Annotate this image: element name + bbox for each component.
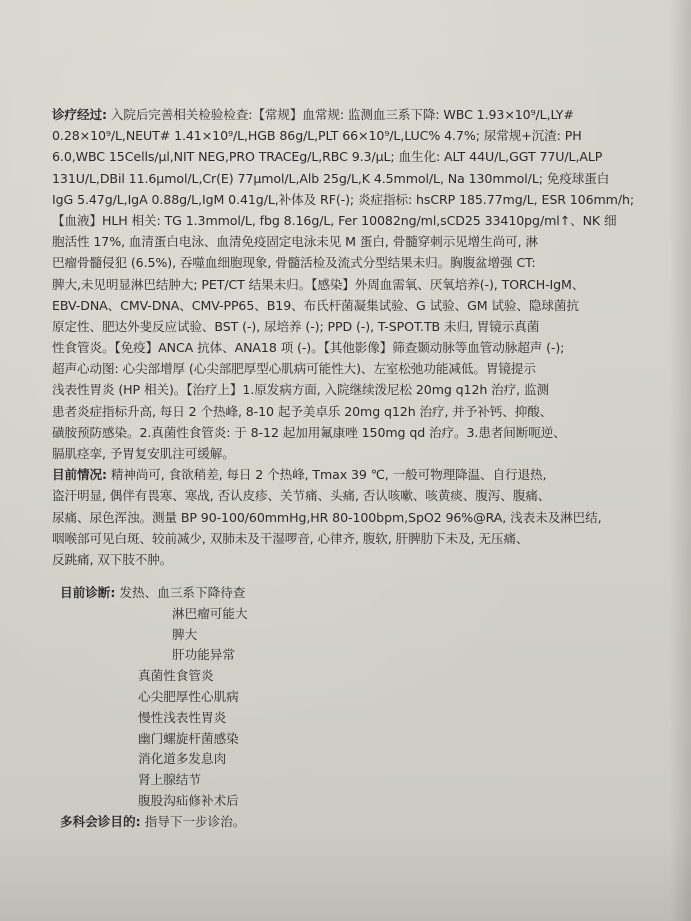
- course-line-17: 膈肌痉挛, 予胃复安肌注可缓解。: [52, 446, 235, 461]
- diagnosis-item-2: 心尖肥厚性心肌病: [138, 688, 239, 704]
- current-line-3: 尿痛、尿色浑浊。测量 BP 90-100/60mmHg,HR 80-100bpm,SpO2 96%@RA, 浅表未及淋巴结,: [52, 509, 602, 525]
- course-line-1: 诊疗经过: 入院后完善相关检验检查:【常规】血常规: 监测血三系下降: WBC 1.93×10⁹/L,LY#: [52, 107, 574, 122]
- diagnosis-sub-3: 肝功能异常: [172, 647, 235, 663]
- course-line-14: 浅表性胃炎 (HP 相关)。【治疗上】1.原发病方面, 入院继续泼尼松 20mg q12h 治疗, 监测: [52, 382, 549, 398]
- current-line-1: 目前情况: 精神尚可, 食欲稍差, 每日 2 个热峰, Tmax 39 ℃, 一般可物理降温、自行退热,: [52, 467, 547, 483]
- current-heading: 目前情况:: [52, 467, 107, 483]
- diagnosis-item-7: 腹股沟疝修补术后: [138, 792, 239, 808]
- current-line-5: 反跳痛, 双下肢不肿。: [52, 551, 173, 567]
- purpose-line: [60, 812, 248, 833]
- diagnosis-sub-2: 脾大: [172, 626, 198, 642]
- purpose-heading: 多科会诊目的:: [60, 813, 141, 829]
- document-body: [52, 104, 650, 570]
- current-line-2: 盗汗明显, 偶伴有畏寒、寒战, 否认皮疹、关节痛、头痛, 否认咳嗽、咳黄痰、腹泻、腹痛、: [52, 488, 551, 504]
- course-line-2: 0.28×10⁹/L,NEUT# 1.41×10⁹/L,HGB 86g/L,PLT 66×10⁹/L,LUC% 4.7%; 尿常规+沉渣: PH: [52, 128, 582, 144]
- course-line-3: 6.0,WBC 15Cells/μl,NIT NEG,PRO TRACEg/L,RBC 9.3/μL; 血生化: ALT 44U/L,GGT 77U/L,ALP: [52, 149, 603, 165]
- course-heading: 诊疗经过:: [52, 107, 107, 122]
- course-line-13: 超声心动图: 心尖部增厚 (心尖部肥厚型心肌病可能性大)、左室松弛功能减低。胃镜提示: [52, 361, 536, 377]
- diagnosis-heading: 目前诊断:: [60, 585, 116, 600]
- diagnosis-item-1: 真菌性食管炎: [138, 668, 214, 684]
- page-edge-shadow: [669, 0, 691, 921]
- diagnosis-item-5: 消化道多发息肉: [138, 751, 227, 767]
- diagnosis-item-6: 肾上腺结节: [138, 772, 201, 788]
- course-line-10: EBV-DNA、CMV-DNA、CMV-PP65、B19、布氏杆菌凝集试验、G 试验、GM 试验、隐球菌抗: [52, 297, 579, 313]
- course-line-4: 131U/L,DBil 11.6μmol/L,Cr(E) 77μmol/L,Alb 25g/L,K 4.5mmol/L, Na 130mmol/L; 免疫球蛋白: [52, 170, 610, 186]
- current-line-4: 咽喉部可见白斑、较前减少, 双肺未及干湿啰音, 心律齐, 腹软, 肝脾肋下未及, 无压痛、: [52, 530, 529, 546]
- diagnosis-line-1: [60, 583, 248, 604]
- course-line-12: 性食管炎。【免疫】ANCA 抗体、ANA18 项 (-)。【其他影像】筛查颞动脉等血管动脉超声 (-);: [52, 340, 565, 356]
- course-line-9: 脾大,未见明显淋巴结肿大; PET/CT 结果未归。【感染】外周血需氧、厌氧培养(-), TORCH-IgM、: [52, 276, 585, 292]
- course-line-15: 患者炎症指标升高, 每日 2 个热峰, 8-10 起予美卓乐 20mg q12h 治疗, 并予补钙、抑酸、: [52, 403, 553, 419]
- diagnosis-section: [60, 583, 248, 833]
- diagnosis-primary: 发热、血三系下降待查: [119, 585, 246, 600]
- course-line-8: 巴瘤骨髓侵犯 (6.5%), 吞噬血细胞现象, 骨髓活检及流式分型结果未归。胸腹盆增强 CT:: [52, 255, 536, 271]
- course-line-11: 原定性、肥达外斐反应试验、BST (-), 尿培养 (-); PPD (-), T-SPOT.TB 未归, 胃镜示真菌: [52, 318, 540, 334]
- diagnosis-item-3: 慢性浅表性胃炎: [138, 709, 227, 725]
- diagnosis-sub-1: 淋巴瘤可能大: [172, 605, 248, 621]
- diagnosis-item-4: 幽门螺旋杆菌感染: [138, 730, 239, 746]
- course-line-7: 胞活性 17%, 血清蛋白电泳、血清免疫固定电泳未见 M 蛋白, 骨髓穿刺示见增生尚可, 淋: [52, 234, 538, 250]
- course-line-16: 磺胺预防感染。2.真菌性食管炎: 于 8-12 起加用氟康唑 150mg qd 治疗。3.患者间断呃逆、: [52, 424, 566, 440]
- course-line-5: IgG 5.47g/L,IgA 0.88g/L,IgM 0.41g/L,补体及 RF(-); 炎症指标: hsCRP 185.77mg/L, ESR 106mm/h;: [52, 191, 635, 207]
- page-bottom-shade: [0, 831, 691, 921]
- course-line-6: 【血液】HLH 相关: TG 1.3mmol/L, fbg 8.16g/L, Fer 10082ng/ml,sCD25 33410pg/ml↑、NK 细: [52, 212, 617, 228]
- purpose-text: 指导下一步诊治。: [144, 813, 246, 829]
